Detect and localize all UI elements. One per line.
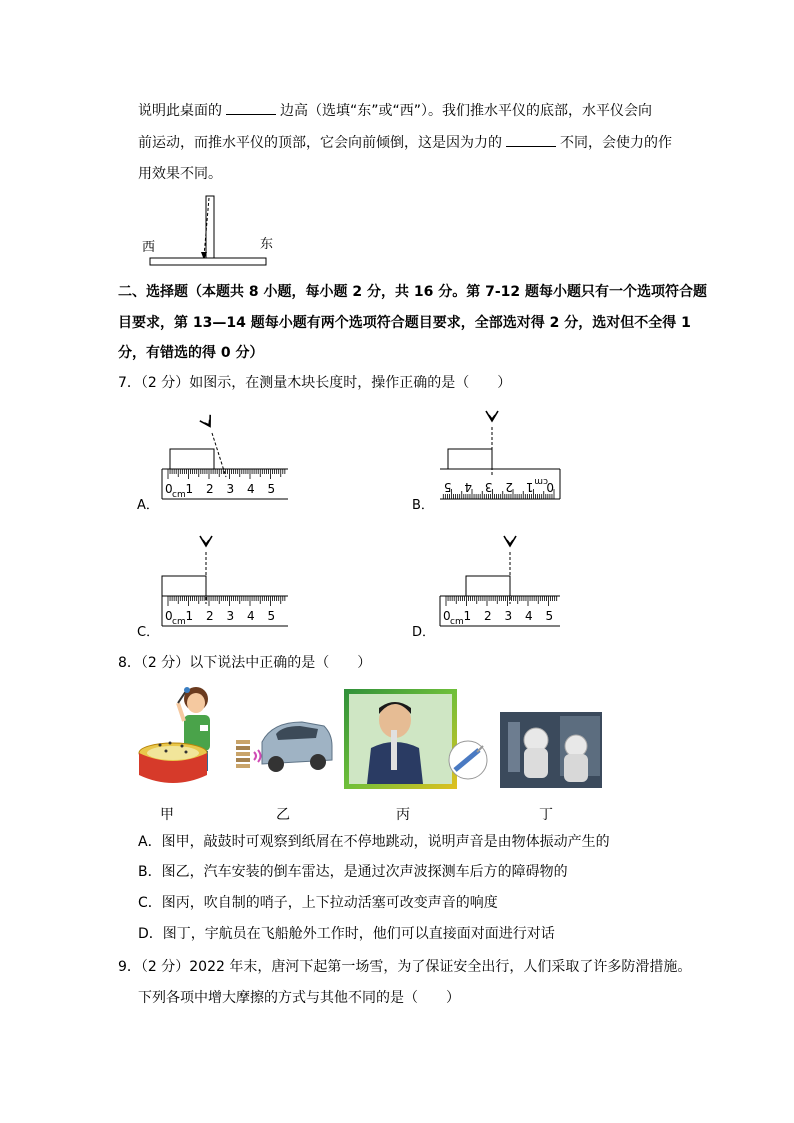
- ruler-number: 4: [464, 480, 472, 494]
- wood-block: [466, 576, 510, 596]
- ruler-number: 3: [484, 480, 493, 494]
- ruler-unit: cm: [172, 490, 186, 500]
- ruler-number: 2: [484, 609, 492, 623]
- q8-option-c[interactable]: C．图丙，吹自制的哨子，上下拉动活塞可改变声音的响度: [138, 895, 498, 911]
- ruler-number: 5: [443, 480, 452, 494]
- ruler-number: 3: [504, 609, 513, 623]
- ruler-number: 2: [206, 609, 214, 623]
- caption-yi: 乙: [276, 807, 290, 823]
- intro-line-1: 说明此桌面的 边高（选填“东”或“西”）。我们推水平仪的底部，水平仪会向: [138, 100, 652, 121]
- ruler-number: 2: [505, 480, 513, 494]
- wood-block: [448, 449, 492, 469]
- answer-blank: [506, 132, 556, 147]
- q7-option-c-label[interactable]: C．: [137, 625, 160, 640]
- ruler-diagram-a: [150, 405, 300, 513]
- eye-icon: [200, 536, 212, 546]
- ruler-unit: cm: [172, 617, 186, 627]
- answer-blank: [226, 100, 276, 115]
- drum-picture: [138, 685, 228, 790]
- west-label: 西: [142, 240, 156, 255]
- caption-jia: 甲: [160, 807, 174, 823]
- q8-stem: 8．（2 分）以下说法中正确的是（ ）: [118, 655, 372, 671]
- eye-icon: [504, 536, 516, 546]
- ruler-diagram-d: [432, 530, 572, 640]
- ruler-number: 2: [206, 482, 214, 496]
- east-label: 东: [260, 237, 274, 252]
- astronauts-picture: [500, 712, 602, 788]
- q9-stem-line-1: 9．（2 分）2022 年末，唐河下起第一场雪，为了保证安全出行，人们采取了许多防滑措施。: [118, 959, 692, 975]
- ruler-number: 0: [165, 482, 173, 496]
- ruler-number: 4: [247, 482, 255, 496]
- ruler-number: 5: [267, 609, 276, 623]
- ruler-unit: cm: [534, 476, 548, 486]
- ruler-number: 0: [443, 609, 451, 623]
- ruler-number: 0: [165, 609, 173, 623]
- section2-line-3: 分，有错选的得 0 分）: [118, 345, 264, 361]
- q7-option-a-label[interactable]: A．: [137, 498, 159, 513]
- section2-line-1: 二、选择题（本题共 8 小题，每小题 2 分，共 16 分。第 7-12 题每小题只有一个选项符合题: [118, 284, 707, 300]
- ruler-number: 1: [463, 609, 472, 623]
- wood-block: [170, 449, 214, 469]
- whistle-picture: [343, 688, 488, 792]
- q8-option-b[interactable]: B．图乙，汽车安装的倒车雷达，是通过次声波探测车后方的障碍物的: [138, 864, 568, 880]
- q9-stem-line-2: 下列各项中增大摩擦的方式与其他不同的是（ ）: [138, 990, 460, 1006]
- section2-line-2: 目要求，第 13—14 题每小题有两个选项符合题目要求，全部选对得 2 分，选对但不全得 1: [118, 315, 691, 331]
- q7-option-d-label[interactable]: D．: [412, 625, 436, 640]
- level-diagram: [140, 194, 280, 270]
- q7-stem: 7．（2 分）如图示，在测量木块长度时，操作正确的是（ ）: [118, 375, 512, 391]
- intro-line-2: 前运动，而推水平仪的顶部，它会向前倾倒，这是因为力的 不同，会使力的作: [138, 132, 672, 153]
- ruler-number: 4: [525, 609, 533, 623]
- ruler-number: 3: [226, 609, 235, 623]
- ruler-number: 1: [185, 482, 194, 496]
- q8-option-d[interactable]: D．图丁，宇航员在飞船舱外工作时，他们可以直接面对面进行对话: [138, 926, 555, 942]
- ruler-number: 5: [267, 482, 276, 496]
- ruler-number: 5: [545, 609, 554, 623]
- ruler-number: 0: [546, 480, 554, 494]
- q7-option-b-label[interactable]: B．: [412, 498, 434, 513]
- ruler-unit: cm: [450, 617, 464, 627]
- eye-icon: [200, 415, 215, 430]
- ruler-number: 3: [226, 482, 235, 496]
- ruler-number: 4: [247, 609, 255, 623]
- ruler-number: 1: [525, 480, 534, 494]
- wood-block: [162, 576, 206, 596]
- q8-option-a[interactable]: A．图甲，敲鼓时可观察到纸屑在不停地跳动，说明声音是由物体振动产生的: [138, 834, 610, 850]
- caption-ding: 丁: [539, 807, 553, 823]
- caption-bing: 丙: [396, 807, 410, 823]
- ruler-diagram-c: [150, 530, 300, 640]
- car-radar-picture: [232, 712, 334, 778]
- ruler-diagram-b: [432, 405, 572, 513]
- ruler-number: 1: [185, 609, 194, 623]
- intro-line-3: 用效果不同。: [138, 166, 222, 182]
- eye-icon: [486, 411, 498, 421]
